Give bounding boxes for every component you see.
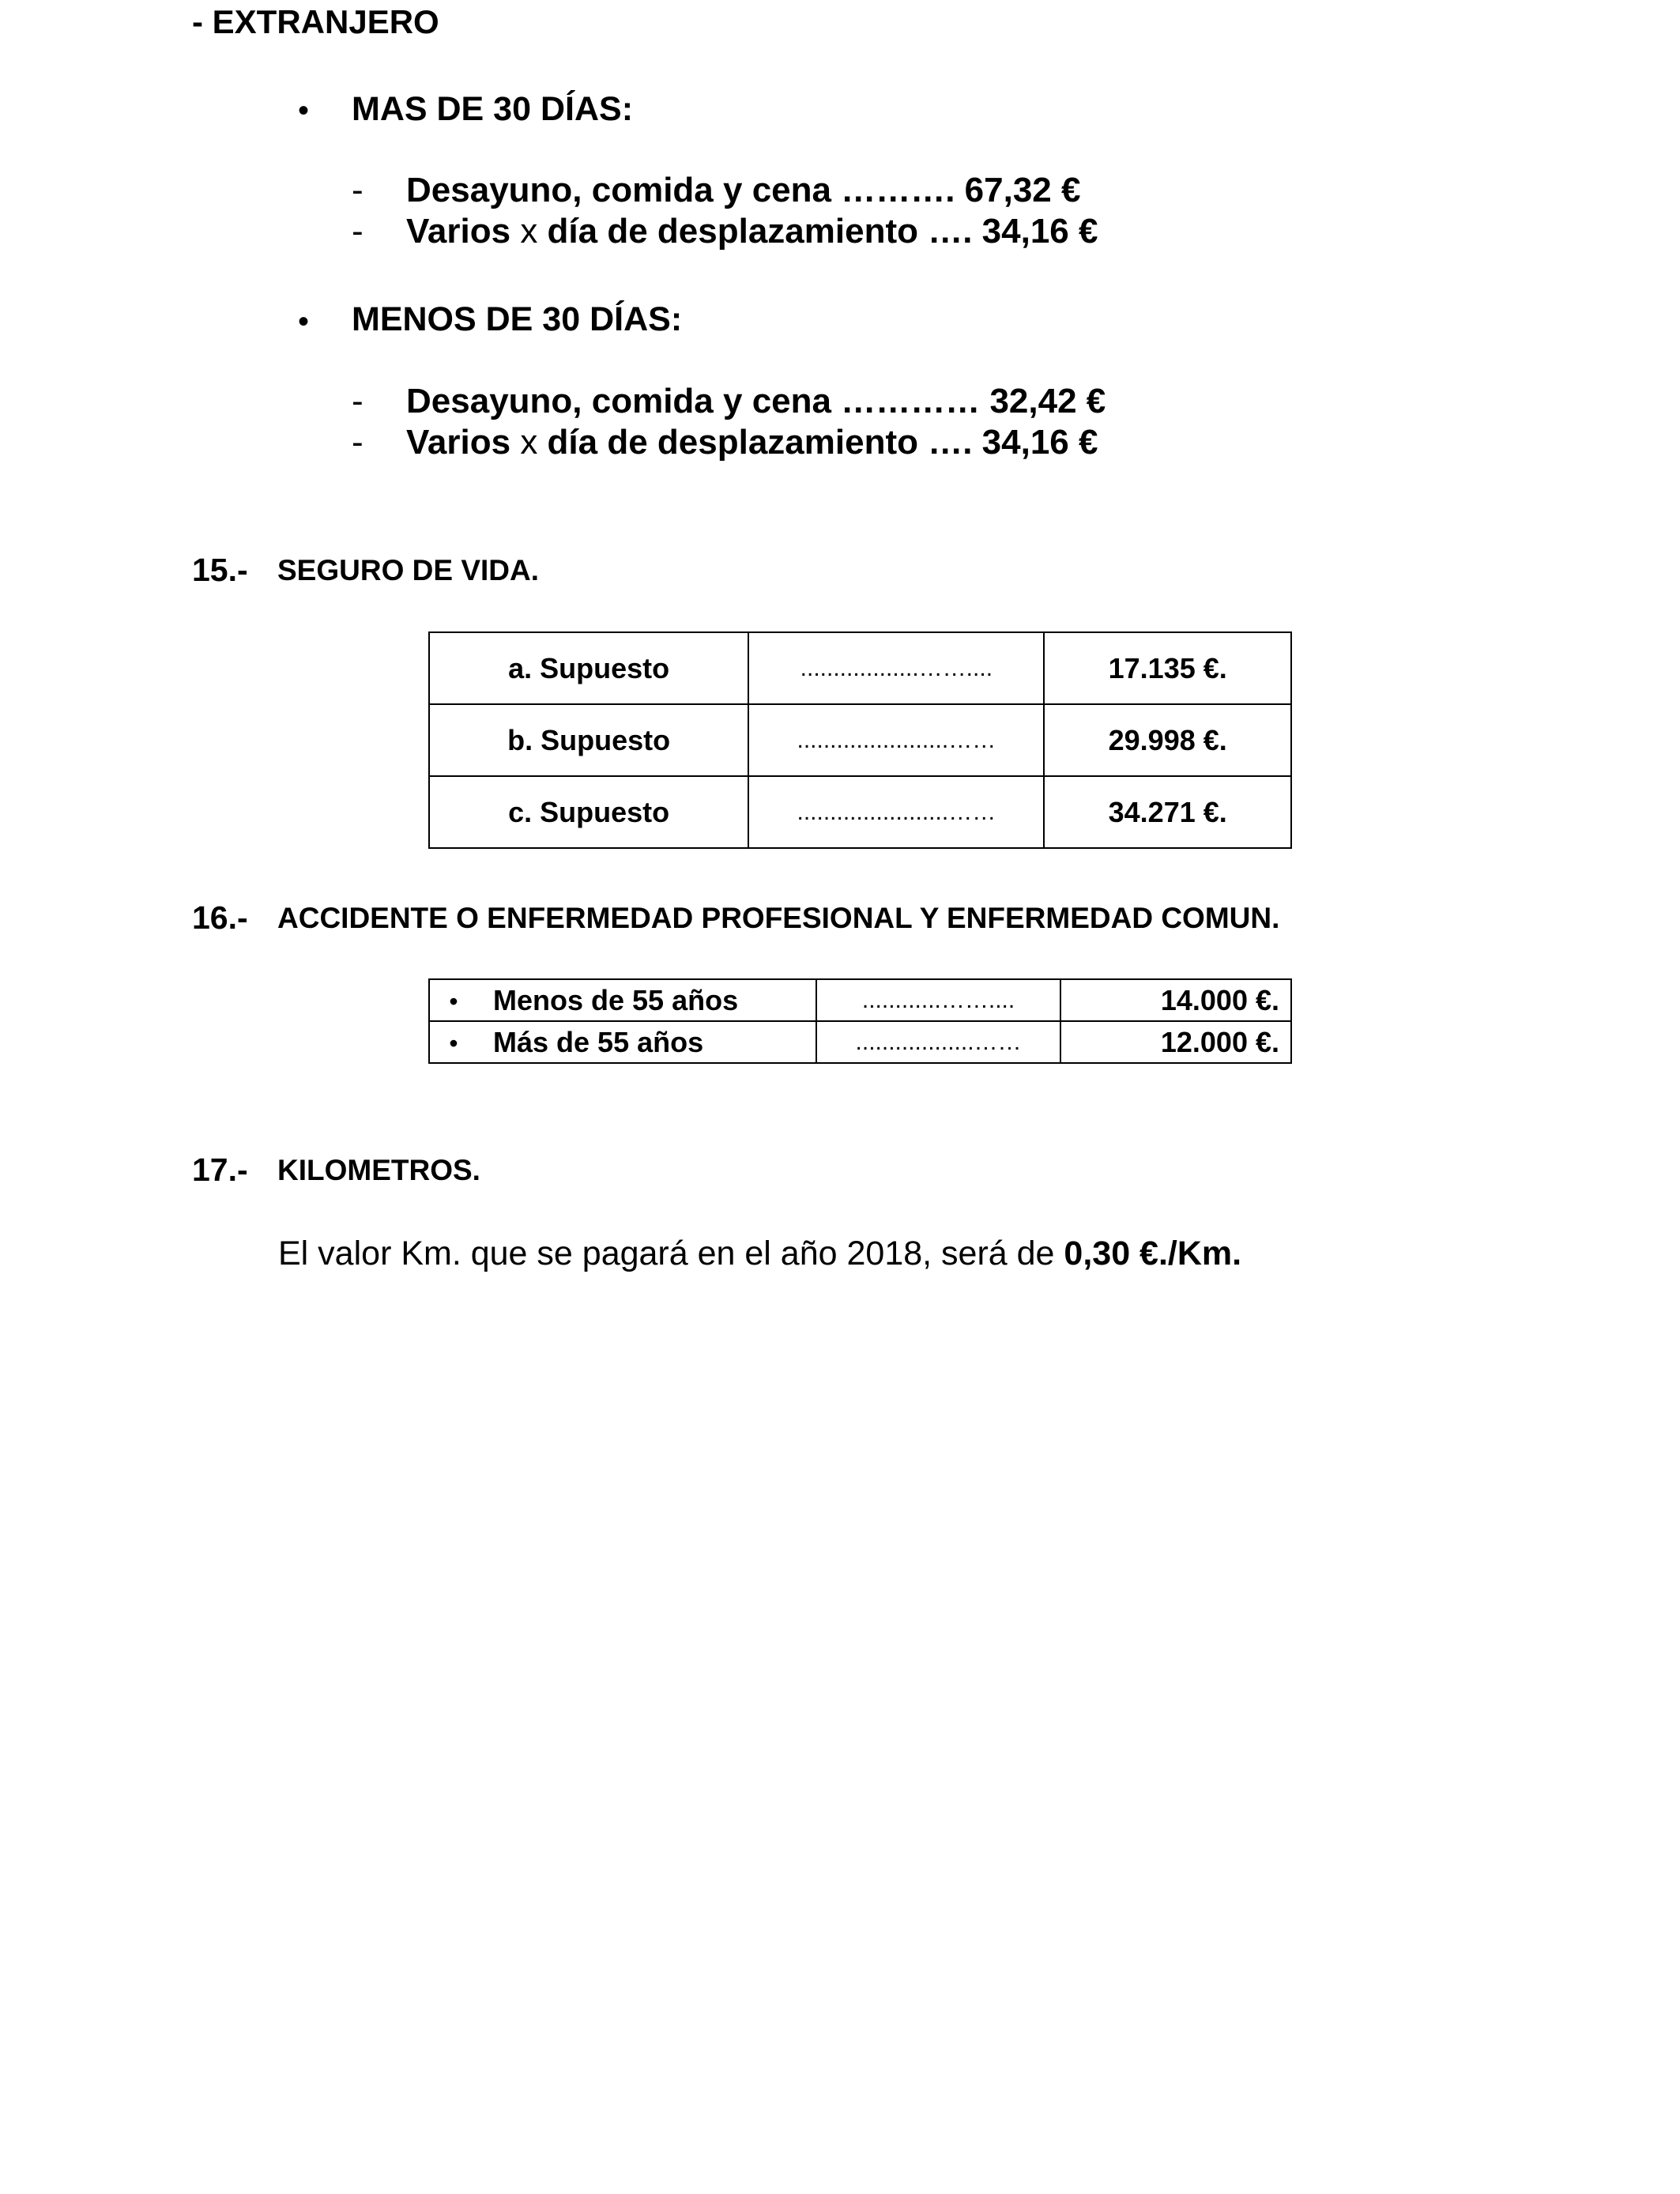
supuesto-amount: 34.271 €. <box>1044 776 1291 848</box>
table-row <box>429 1021 1291 1063</box>
section-number-17: 17.- <box>192 1152 248 1188</box>
dash-marker: - <box>352 423 363 462</box>
dot-leader: ..................…… <box>816 1021 1060 1063</box>
item-varios-post: día de desplazamiento …. 34,16 € <box>537 212 1098 251</box>
bullet-icon: • <box>298 93 310 128</box>
table-row <box>429 979 1291 1021</box>
dot-leader: ..................…….... <box>748 632 1044 704</box>
accidente-table <box>428 978 1292 1064</box>
heading-mas-30-dias: MAS DE 30 DÍAS: <box>352 90 634 128</box>
section-number-16: 16.- <box>192 899 248 936</box>
supuesto-amount: 17.135 €. <box>1044 632 1291 704</box>
age-group-label: Menos de 55 años <box>493 983 739 1016</box>
kilometros-value: 0,30 €./Km. <box>1064 1235 1242 1272</box>
dot-leader: .......................…… <box>748 704 1044 776</box>
item-comidas-menos-30: Desayuno, comida y cena ………… 32,42 € <box>406 382 1106 420</box>
dash-marker: - <box>352 382 363 420</box>
age-group-label: Más de 55 años <box>493 1025 704 1058</box>
section-title-kilometros: KILOMETROS. <box>277 1154 480 1186</box>
kilometros-paragraph <box>278 1231 1241 1276</box>
section-title-extranjero: - EXTRANJERO <box>192 3 439 40</box>
dash-marker: - <box>352 212 363 251</box>
section-title-seguro-de-vida: SEGURO DE VIDA. <box>277 554 539 586</box>
table-row <box>429 776 1291 848</box>
age-group-amount: 12.000 €. <box>1060 1021 1291 1063</box>
item-varios-post: día de desplazamiento …. 34,16 € <box>537 423 1098 462</box>
age-group-cell <box>429 1021 816 1063</box>
item-varios-menos-30 <box>406 421 1098 464</box>
age-group-cell <box>429 979 816 1021</box>
supuesto-label: a. Supuesto <box>429 632 748 704</box>
item-varios-x: x <box>520 212 538 251</box>
dot-leader: ............…….... <box>816 979 1060 1021</box>
dash-marker: - <box>352 171 363 209</box>
supuesto-amount: 29.998 €. <box>1044 704 1291 776</box>
bullet-icon: • <box>298 304 310 339</box>
supuesto-label: b. Supuesto <box>429 704 748 776</box>
table-row <box>429 704 1291 776</box>
dot-leader: .......................…… <box>748 776 1044 848</box>
item-varios-mas-30 <box>406 210 1098 253</box>
bullet-icon: • <box>449 986 458 1016</box>
bullet-icon: • <box>449 1028 458 1057</box>
section-number-15: 15.- <box>192 552 248 588</box>
kilometros-text: El valor Km. que se pagará en el año 2018, será de <box>278 1235 1064 1272</box>
seguro-de-vida-table <box>428 631 1292 849</box>
item-varios-pre: Varios <box>406 212 521 251</box>
age-group-amount: 14.000 €. <box>1060 979 1291 1021</box>
table-row <box>429 632 1291 704</box>
item-varios-pre: Varios <box>406 423 521 462</box>
supuesto-label: c. Supuesto <box>429 776 748 848</box>
heading-menos-30-dias: MENOS DE 30 DÍAS: <box>352 300 683 338</box>
item-varios-x: x <box>520 423 538 462</box>
item-comidas-mas-30: Desayuno, comida y cena ………. 67,32 € <box>406 171 1081 209</box>
section-title-accidente: ACCIDENTE O ENFERMEDAD PROFESIONAL Y ENFERMEDAD COMUN. <box>277 902 1280 934</box>
